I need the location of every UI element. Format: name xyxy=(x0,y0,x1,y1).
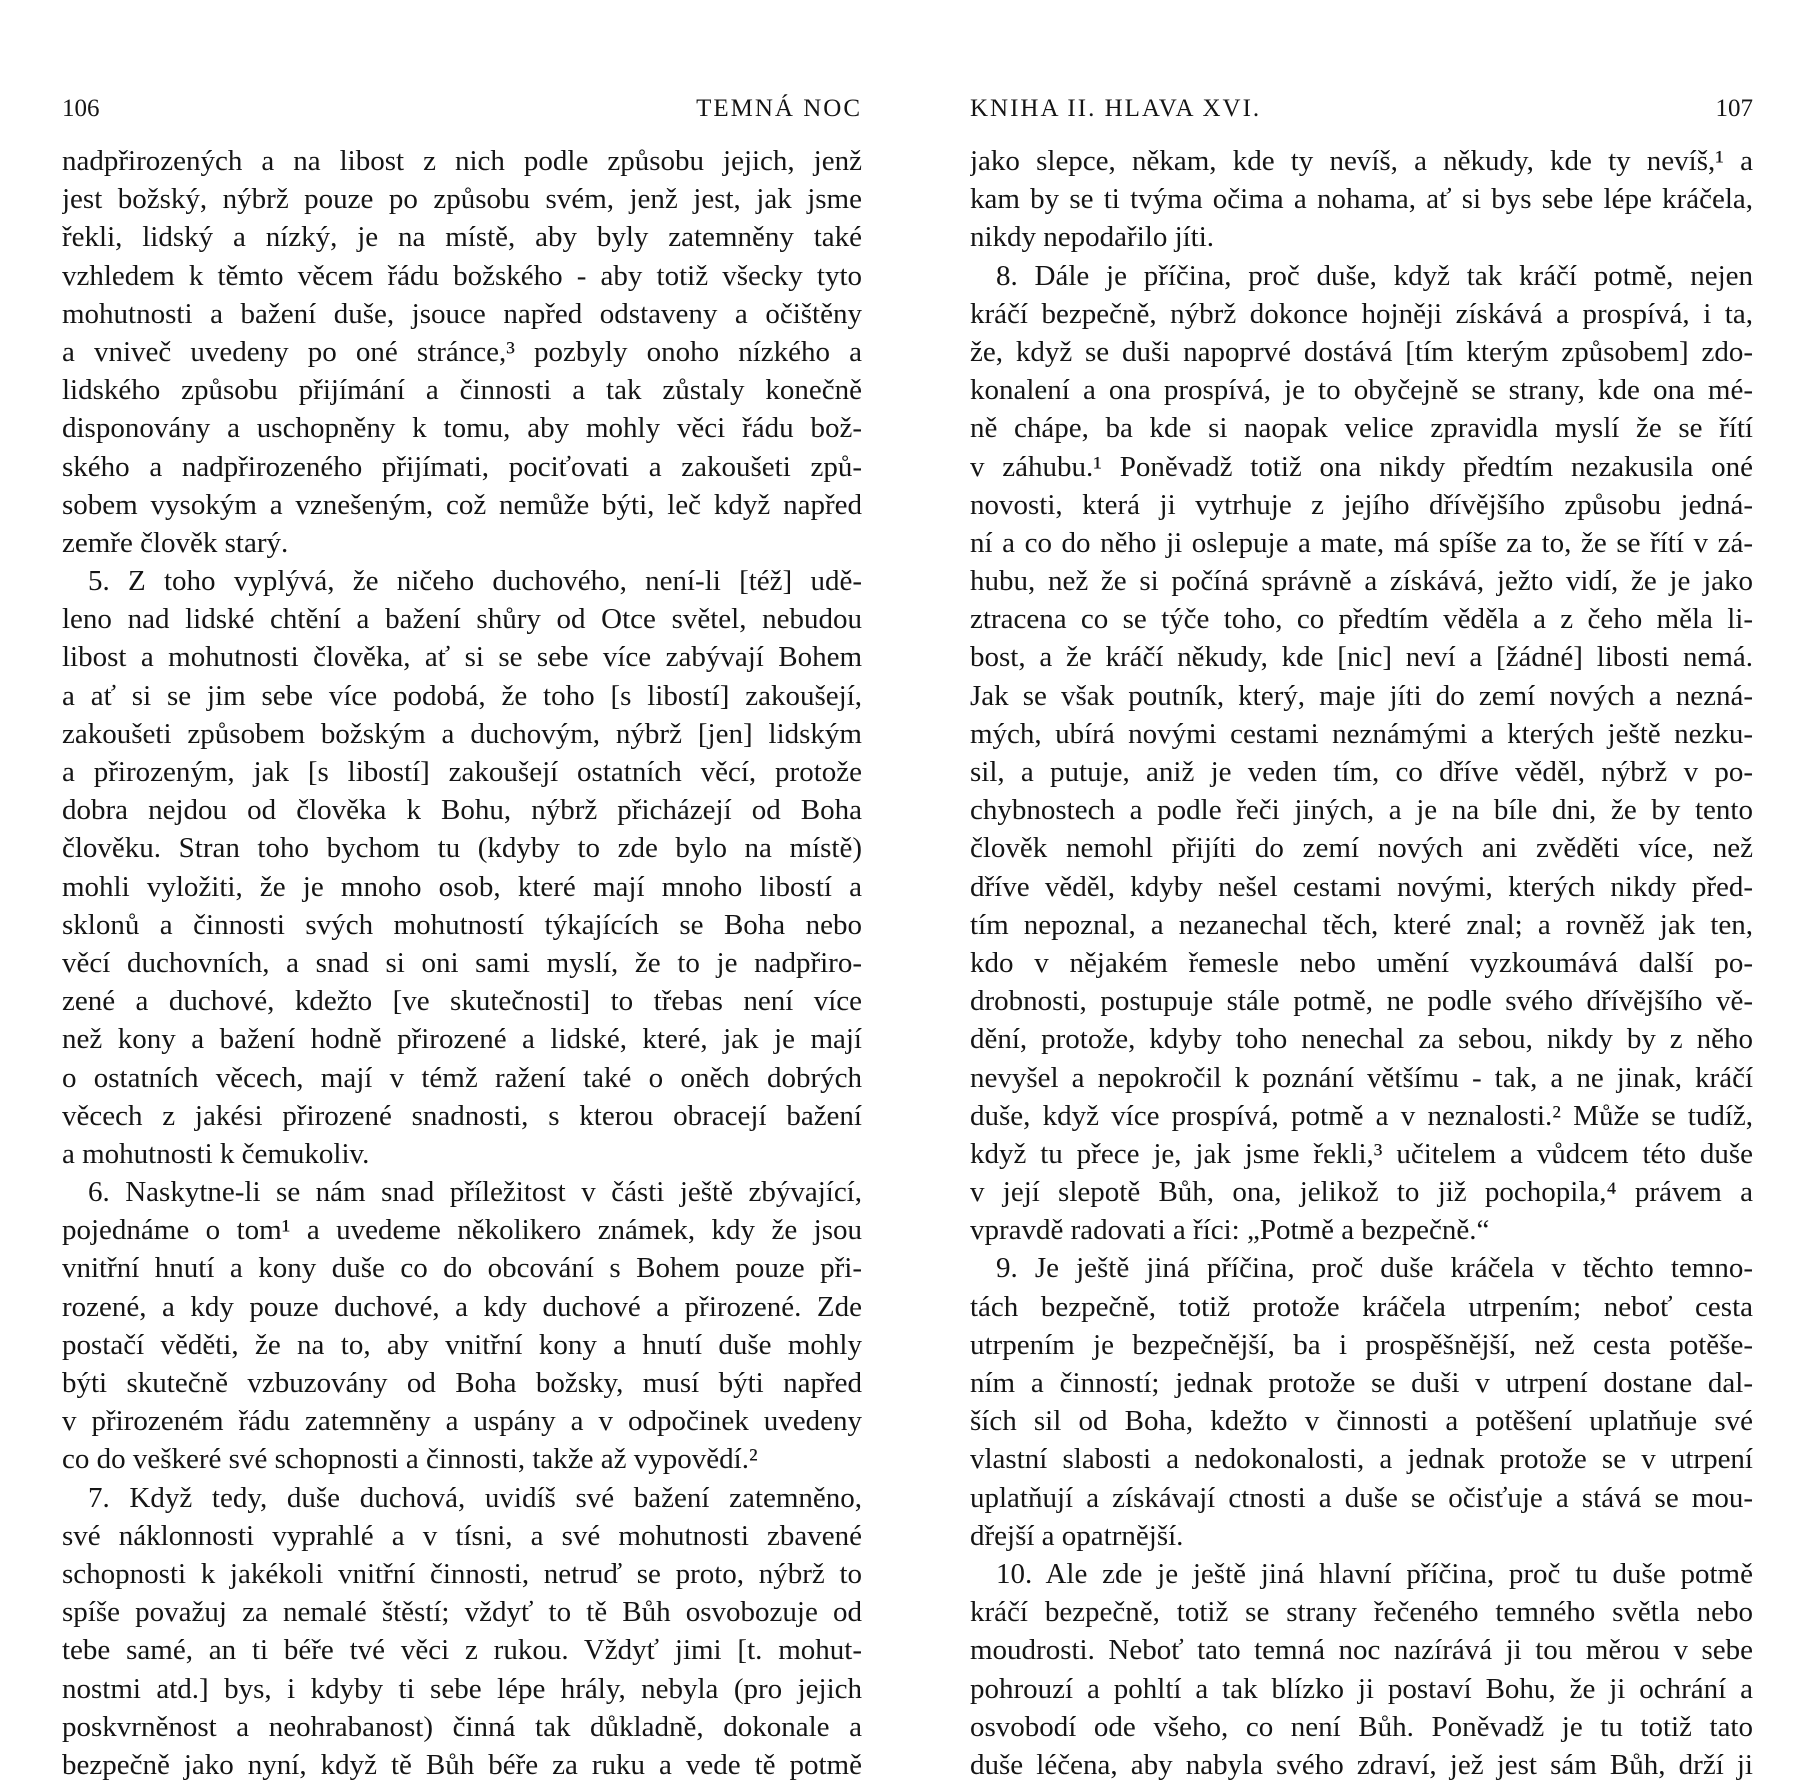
text-line: duše, když více prospívá, potmě a v neznalosti.² Může se tudíž, xyxy=(970,1099,1753,1132)
text-line: vlastní slabosti a nedokonalosti, a jednak protože se v utrpení xyxy=(970,1443,1753,1476)
text-line: mohli vyložiti, že je mnoho osob, které mají mnoho libostí a xyxy=(62,870,862,903)
text-line: Jak se však poutník, který, maje jíti do zemí nových a nezná- xyxy=(970,679,1753,712)
text-line: a přirozeným, jak [s libostí] zakoušejí ostatních věcí, protože xyxy=(62,756,862,788)
text-line: uplatňují a získávají ctnosti a duše se očisťuje a stává se mou- xyxy=(970,1481,1753,1514)
text-line: dění, protože, kdyby toho nenechal za sebou, nikdy by z něho xyxy=(970,1023,1753,1056)
text-line: v záhubu.¹ Poněvadž totiž ona nikdy předtím nezakusila oné xyxy=(970,450,1753,483)
text-line: sil, a putuje, aniž je veden tím, co dříve věděl, nýbrž v po- xyxy=(970,756,1753,788)
text-line: člověku. Stran toho bychom tu (kdyby to zde bylo na místě) xyxy=(62,832,862,865)
text-line: tebe samé, an ti béře tvé věci z rukou. Vždyť jimi [t. mohut- xyxy=(62,1634,862,1667)
text-line: novosti, která ji vytrhuje z jejího dřívějšího způsobu jedná- xyxy=(970,488,1753,521)
text-line: spíše považuj za nemalé štěstí; vždyť to tě Bůh osvobozuje od xyxy=(62,1596,862,1629)
text-line: býti skutečně vzbuzovány od Boha božsky, musí býti napřed xyxy=(62,1367,862,1399)
text-line: kdo v nějakém řemesle nebo umění vyzkoumává další po- xyxy=(970,946,1753,979)
right-running-title: KNIHA II. HLAVA XVI. xyxy=(970,95,1262,122)
text-line: sobem vysokým a vznešeným, což nemůže býti, leč když napřed xyxy=(62,488,862,521)
right-page-header xyxy=(970,94,1753,130)
left-page-header xyxy=(62,94,862,130)
text-line: leno nad lidské chtění a bažení shůry od Otce světel, nebudou xyxy=(62,603,862,636)
text-line: bezpečně jako nyní, když tě Bůh béře za ruku a vede tě potmě xyxy=(62,1748,862,1781)
text-line: než kony a bažení hodně přirozené a lidské, které, jak je mají xyxy=(62,1023,862,1056)
text-line: v přirozeném řádu zatemněny a uspány a v odpočinek uvedeny xyxy=(62,1405,862,1438)
text-line: vnitřní hnutí a kony duše co do obcování s Bohem pouze při- xyxy=(62,1252,862,1285)
text-line: a vniveč uvedeny po oné stránce,³ pozbyly onoho nízkého a xyxy=(62,335,862,368)
text-line: o ostatních věcech, mají v témž ražení také o oněch dobrých xyxy=(62,1061,862,1094)
text-line: že, když se duši napoprvé dostává [tím kterým způsobem] zdo- xyxy=(970,335,1753,368)
text-line: tím nepoznal, a nezanechal těch, které znal; a rovněž jak ten, xyxy=(970,908,1753,941)
text-line: kráčí bezpečně, totiž se strany řečeného temného světla nebo xyxy=(970,1596,1753,1629)
text-line: a ať si se jim sebe více podobá, že toho [s libostí] zakoušejí, xyxy=(62,679,862,712)
text-line: rozené, a kdy pouze duchové, a kdy duchové a přirozené. Zde xyxy=(62,1290,862,1323)
text-line: bost, a že kráčí někudy, kde [nic] neví a [žádné] libosti nemá. xyxy=(970,641,1753,674)
text-line: 5. Z toho vyplývá, že ničeho duchového, není-li [též] udě- xyxy=(88,565,862,598)
text-line: kam by se ti tvýma očima a nohama, ať si bys sebe lépe kráčela, xyxy=(970,183,1753,216)
text-line: nadpřirozených a na libost z nich podle způsobu jejich, jenž xyxy=(62,145,862,177)
text-line: pohrouzí a pohltí a tak blízko ji postaví Bohu, že ji ochrání a xyxy=(970,1672,1753,1705)
text-line: jest božský, nýbrž pouze po způsobu svém, jenž jest, jak jsme xyxy=(62,183,862,216)
left-page xyxy=(62,0,862,1781)
text-line: a mohutnosti k čemukoliv. xyxy=(62,1137,370,1170)
text-line: ztracena co se týče toho, co předtím věděla a z čeho měla li- xyxy=(970,603,1753,636)
text-line: utrpením je bezpečnější, ba i prospěšnější, než cesta potěše- xyxy=(970,1328,1753,1361)
text-line: dříve věděl, kdyby nešel cestami novými, kterých nikdy před- xyxy=(970,870,1753,903)
text-line: své náklonnosti vyprahlé a v tísni, a své mohutnosti zbavené xyxy=(62,1519,862,1552)
text-line: ní a co do něho ji oslepuje a mate, má spíše za to, že se řítí v zá- xyxy=(970,526,1753,559)
text-line: disponovány a uschopněny k tomu, aby mohly věci řádu bož- xyxy=(62,412,862,445)
text-line: 8. Dále je příčina, proč duše, když tak kráčí potmě, nejen xyxy=(996,259,1753,292)
text-line: zemře člověk starý. xyxy=(62,526,289,559)
text-line: když tu přece je, jak jsme řekli,³ učitelem a vůdcem této duše xyxy=(970,1137,1753,1170)
text-line: nikdy nepodařilo jíti. xyxy=(970,221,1215,254)
text-line: lidského způsobu přijímání a činnosti a tak zůstaly konečně xyxy=(62,374,862,407)
text-line: dobra nejdou od člověka k Bohu, nýbrž přicházejí od Boha xyxy=(62,794,862,827)
text-line: 7. Když tedy, duše duchová, uvidíš své bažení zatemněno, xyxy=(88,1481,862,1514)
text-line: vpravdě radovati a říci: „Potmě a bezpečně.“ xyxy=(970,1214,1490,1247)
left-page-number: 106 xyxy=(62,95,100,122)
text-line: dřejší a opatrnější. xyxy=(970,1519,1184,1552)
text-line: sklonů a činnosti svých mohutností týkajících se Boha nebo xyxy=(62,908,862,941)
text-line: pojednáme o tom¹ a uvedeme několikero známek, kdy že jsou xyxy=(62,1214,862,1247)
text-line: mohutnosti a bažení duše, jsouce napřed odstaveny a očištěny xyxy=(62,297,862,330)
text-line: postačí věděti, že na to, aby vnitřní kony a hnutí duše mohly xyxy=(62,1328,862,1361)
text-line: co do veškeré své schopnosti a činnosti, takže až vypovědí.² xyxy=(62,1443,758,1476)
text-line: ním a činností; jednak protože se duši v utrpení dostane dal- xyxy=(970,1367,1753,1399)
text-line: duše léčena, aby nabyla svého zdraví, jež jest sám Bůh, drží ji xyxy=(970,1748,1753,1781)
text-line: 6. Naskytne-li se nám snad příležitost v části ještě zbývající, xyxy=(88,1176,862,1209)
text-line: konalení a ona prospívá, je to obyčejně se strany, kde ona mé- xyxy=(970,374,1753,407)
text-line: osvobodí ode všeho, co není Bůh. Poněvadž je tu totiž tato xyxy=(970,1710,1753,1743)
text-line: zené a duchové, kdežto [ve skutečnosti] to třebas není více xyxy=(62,985,862,1018)
text-line: kráčí bezpečně, nýbrž dokonce hojněji získává a prospívá, i ta, xyxy=(970,297,1753,330)
text-line: řekli, lidský a nízký, je na místě, aby byly zatemněny také xyxy=(62,221,862,254)
text-line: mých, ubírá novými cestami neznámými a kterých ještě nezku- xyxy=(970,717,1753,750)
text-line: nostmi atd.] bys, i kdyby ti sebe lépe hrály, nebyla (pro jejich xyxy=(62,1672,862,1705)
text-line: ně chápe, ba kde si naopak velice zpravidla myslí že se řítí xyxy=(970,412,1753,445)
text-line: 10. Ale zde je ještě jiná hlavní příčina, proč tu duše potmě xyxy=(996,1557,1753,1590)
right-page-number: 107 xyxy=(1715,95,1753,122)
text-line: zakoušeti způsobem božským a duchovým, nýbrž [jen] lidským xyxy=(62,717,862,750)
text-line: 9. Je ještě jiná příčina, proč duše kráčela v těchto temno- xyxy=(996,1252,1753,1285)
text-line: hubu, než že si počíná správně a získává, ježto vidí, že je jako xyxy=(970,565,1753,598)
text-line: libost a mohutnosti člověka, ať si se sebe více zabývají Bohem xyxy=(62,641,862,674)
text-line: poskvrněnost a neohrabanost) činná tak důkladně, dokonale a xyxy=(62,1710,862,1743)
text-line: v její slepotě Bůh, ona, jelikož to již pochopila,⁴ právem a xyxy=(970,1176,1753,1209)
text-line: věcí duchovních, a snad si oni sami myslí, že to je nadpřiro- xyxy=(62,946,862,979)
right-page-text xyxy=(970,142,1753,1784)
text-line: schopnosti k jakékoli vnitřní činnosti, netruď se proto, nýbrž to xyxy=(62,1557,862,1590)
text-line: jako slepce, někam, kde ty nevíš, a někudy, kde ty nevíš,¹ a xyxy=(970,145,1753,177)
left-running-title: TEMNÁ NOC xyxy=(696,95,862,122)
text-line: člověk nemohl přijíti do zemí nových ani zvěděti více, než xyxy=(970,832,1753,865)
text-line: nevyšel a nepokročil k poznání většímu - tak, a ne jinak, kráčí xyxy=(970,1061,1753,1094)
text-line: tách bezpečně, totiž protože kráčela utrpením; neboť cesta xyxy=(970,1290,1753,1323)
text-line: moudrosti. Neboť tato temná noc nazírává ji tou měrou v sebe xyxy=(970,1634,1753,1667)
text-line: ského a nadpřirozeného přijímati, pociťovati a zakoušeti způ- xyxy=(62,450,862,483)
text-line: věcech z jakési přirozené snadnosti, s kterou obracejí bažení xyxy=(62,1099,862,1132)
text-line: vzhledem k těmto věcem řádu božského - aby totiž všecky tyto xyxy=(62,259,862,292)
text-line: drobnosti, postupuje stále potmě, ne podle svého dřívějšího vě- xyxy=(970,985,1753,1018)
text-line: chybnostech a podle řeči jiných, a je na bíle dni, že by tento xyxy=(970,794,1753,827)
left-page-text xyxy=(62,142,862,1784)
right-page xyxy=(970,0,1753,1781)
text-line: ších sil od Boha, kdežto v činnosti a potěšení uplatňuje své xyxy=(970,1405,1753,1438)
